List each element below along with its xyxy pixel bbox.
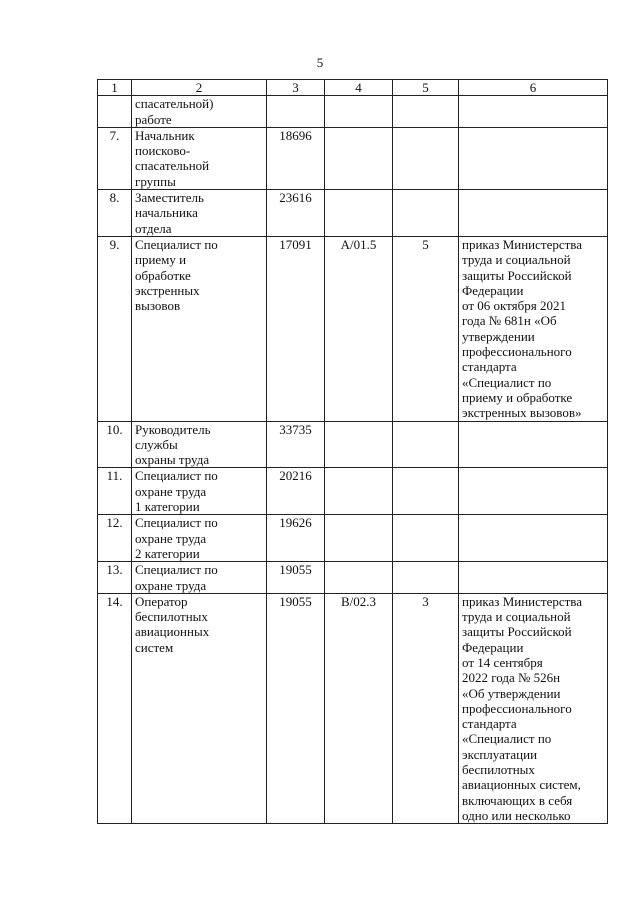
position-name: Специалист по охране труда 1 категории — [132, 468, 267, 515]
position-code: 17091 — [267, 236, 325, 421]
position-name: Специалист по приему и обработке экстренных вызовов — [132, 236, 267, 421]
qualification-level: 5 — [393, 236, 459, 421]
qualification-level: 3 — [393, 593, 459, 823]
function-code — [325, 515, 393, 562]
standard-reference: приказ Министерства труда и социальной защиты Российской Федерации от 14 сентября 2022 года № 526н «Об утверждении профессионального стандарта «Специалист по эксплуатации беспилотных авиационных систем, включающих в себя одно или несколько — [459, 593, 608, 823]
position-code: 23616 — [267, 190, 325, 237]
table-row — [98, 593, 608, 823]
column-header: 6 — [459, 80, 608, 96]
standard-reference: приказ Министерства труда и социальной защиты Российской Федерации от 06 октября 2021 года № 681н «Об утверждении профессионального стандарта «Специалист по приему и обработке экстренных вызовов» — [459, 236, 608, 421]
qualification-level — [393, 421, 459, 468]
function-code — [325, 562, 393, 594]
position-code: 19055 — [267, 562, 325, 594]
qualification-level — [393, 190, 459, 237]
position-name: Начальник поисково- спасательной группы — [132, 127, 267, 189]
column-header: 5 — [393, 80, 459, 96]
standard-reference — [459, 421, 608, 468]
column-header: 4 — [325, 80, 393, 96]
standard-reference — [459, 127, 608, 189]
row-number: 14. — [98, 593, 132, 823]
page-number: 5 — [316, 55, 324, 70]
row-number: 10. — [98, 421, 132, 468]
position-name: Специалист по охране труда 2 категории — [132, 515, 267, 562]
row-number — [98, 96, 132, 128]
position-code — [267, 96, 325, 128]
qualification-level — [393, 562, 459, 594]
table-row — [98, 421, 608, 468]
position-code: 19626 — [267, 515, 325, 562]
standard-reference — [459, 190, 608, 237]
position-name: Заместитель начальника отдела — [132, 190, 267, 237]
position-code: 20216 — [267, 468, 325, 515]
qualification-level — [393, 515, 459, 562]
table-row — [98, 562, 608, 594]
row-number: 8. — [98, 190, 132, 237]
table-row — [98, 96, 608, 128]
table-header-row — [98, 80, 608, 96]
row-number: 9. — [98, 236, 132, 421]
standard-reference — [459, 515, 608, 562]
column-header: 3 — [267, 80, 325, 96]
function-code — [325, 96, 393, 128]
row-number: 12. — [98, 515, 132, 562]
row-number: 7. — [98, 127, 132, 189]
standard-reference — [459, 562, 608, 594]
table-row — [98, 190, 608, 237]
function-code — [325, 190, 393, 237]
table-row — [98, 515, 608, 562]
standard-reference — [459, 96, 608, 128]
table-row — [98, 468, 608, 515]
position-name: спасательной) работе — [132, 96, 267, 128]
qualification-level — [393, 96, 459, 128]
row-number: 11. — [98, 468, 132, 515]
column-header: 1 — [98, 80, 132, 96]
row-number: 13. — [98, 562, 132, 594]
position-code: 19055 — [267, 593, 325, 823]
position-code: 33735 — [267, 421, 325, 468]
function-code — [325, 127, 393, 189]
standard-reference — [459, 468, 608, 515]
table-row — [98, 127, 608, 189]
position-code: 18696 — [267, 127, 325, 189]
table-row — [98, 236, 608, 421]
position-name: Специалист по охране труда — [132, 562, 267, 594]
position-name: Руководитель службы охраны труда — [132, 421, 267, 468]
profession-table — [97, 79, 608, 824]
qualification-level — [393, 127, 459, 189]
function-code: А/01.5 — [325, 236, 393, 421]
function-code — [325, 421, 393, 468]
function-code: В/02.3 — [325, 593, 393, 823]
column-header: 2 — [132, 80, 267, 96]
function-code — [325, 468, 393, 515]
position-name: Оператор беспилотных авиационных систем — [132, 593, 267, 823]
qualification-level — [393, 468, 459, 515]
